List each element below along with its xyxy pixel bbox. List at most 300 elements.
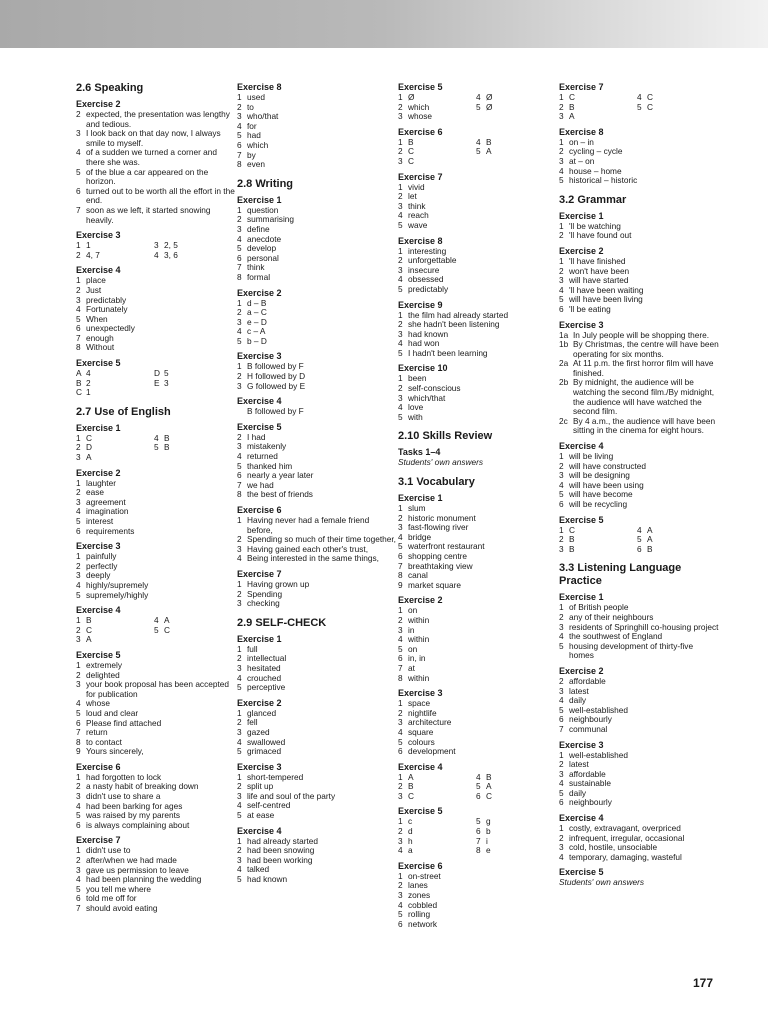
answer-number: 6	[237, 470, 242, 481]
answer-number: 1	[237, 707, 242, 718]
answer-line	[559, 359, 719, 378]
exercise-block	[559, 666, 719, 735]
answer-grid	[76, 434, 236, 463]
answer-text: residents of Springhill co-housing project	[569, 621, 719, 632]
answer-cell	[398, 792, 476, 802]
answer-text: loud and clear	[86, 707, 139, 718]
answer-number: 2	[559, 534, 564, 545]
answer-text: historic monument	[408, 512, 476, 523]
answer-cell	[559, 112, 637, 122]
answer-column-2	[237, 82, 397, 890]
answer-number: 4	[76, 579, 81, 590]
answer-text: think	[408, 200, 426, 211]
answer-number: 5	[476, 146, 481, 157]
exercise-title: Tasks 1–4	[398, 447, 441, 458]
answer-number: 2	[237, 845, 242, 856]
answer-text: waterfront restaurant	[408, 541, 485, 552]
answer-text: will have constructed	[569, 460, 647, 471]
page-number: 177	[693, 976, 714, 990]
answer-text: Having never had a female friend before,	[247, 515, 370, 535]
answer-line	[559, 500, 719, 510]
answer-number: 4	[637, 524, 642, 535]
answer-number: 7	[237, 479, 242, 490]
answer-text: the best of friends	[247, 489, 313, 500]
answer-number: 1	[76, 845, 81, 856]
answer-text: Without	[86, 342, 115, 353]
answer-text: summarising	[247, 214, 295, 225]
answer-text: e	[486, 845, 491, 856]
answer-cell	[398, 157, 476, 167]
answer-number: 7	[76, 903, 81, 913]
answer-number: 2c	[559, 415, 568, 426]
answer-number: 3	[559, 543, 564, 554]
answer-number: 6	[559, 797, 564, 808]
answer-number: 6	[398, 653, 403, 664]
answer-text: A	[86, 634, 92, 645]
answer-number: 1	[237, 771, 242, 782]
answer-text: on – in	[569, 136, 594, 147]
answer-cell	[476, 147, 546, 157]
answer-text: returned	[247, 451, 278, 462]
answer-number: 6	[476, 790, 481, 801]
answer-number: 5	[476, 816, 481, 827]
answer-text: any of their neighbours	[569, 611, 654, 622]
exercise-title: Exercise 2	[76, 467, 121, 478]
answer-number: 8	[237, 159, 242, 170]
answer-grid	[76, 369, 236, 398]
answer-number: 5	[237, 682, 242, 693]
answer-number: 3	[559, 275, 564, 286]
answer-number: 5	[637, 534, 642, 545]
answer-number: 5	[237, 130, 242, 141]
answer-number: 2	[398, 319, 403, 330]
answer-line	[398, 349, 558, 359]
answer-text: temporary, damaging, wasteful	[569, 851, 682, 862]
answer-text: question	[247, 204, 279, 215]
answer-grid	[398, 138, 558, 167]
answer-text: Spending so much of their time together,	[247, 534, 396, 545]
answer-text: well-established	[569, 704, 629, 715]
answer-number: 2	[559, 460, 564, 471]
answer-text: define	[247, 223, 270, 234]
exercise-block	[398, 127, 558, 167]
answer-text: nightlife	[408, 707, 437, 718]
exercise-block	[76, 541, 236, 600]
exercise-title: Exercise 6	[398, 126, 443, 137]
answer-number: 5	[398, 909, 403, 920]
exercise-title: Exercise 7	[76, 835, 121, 846]
answer-number: 5	[559, 489, 564, 500]
answer-number: 4	[154, 432, 159, 443]
answer-number: 1	[398, 771, 403, 782]
answer-text: rolling	[408, 909, 431, 920]
answer-number: 6	[76, 323, 81, 334]
exercise-title: Exercise 10	[398, 363, 448, 374]
answer-number: 4	[559, 695, 564, 706]
answer-text: reach	[408, 210, 429, 221]
exercise-block	[237, 569, 397, 609]
answer-number: 1	[559, 823, 564, 834]
answer-text: within	[408, 634, 430, 645]
answer-list	[76, 661, 236, 757]
answer-number: 4	[237, 326, 242, 337]
answer-number: 3	[398, 155, 403, 166]
answer-text: been	[408, 373, 427, 384]
answer-number: 2b	[559, 377, 569, 388]
answer-text: B	[164, 432, 170, 443]
answer-text: delighted	[86, 669, 120, 680]
answer-number: 4	[76, 874, 81, 885]
answer-number: 2	[559, 101, 564, 112]
answer-number: 2	[237, 431, 242, 442]
answer-text: latest	[569, 685, 589, 696]
answer-line	[559, 378, 719, 416]
answer-line	[398, 183, 558, 193]
answer-number	[237, 407, 247, 417]
answer-list	[398, 699, 558, 757]
answer-text: 3	[164, 377, 169, 388]
answer-number: 3	[237, 854, 242, 865]
answer-number: 3	[398, 111, 403, 122]
answer-number: 4	[237, 120, 242, 131]
answer-number: 4	[398, 899, 403, 910]
answer-text: 'll be watching	[569, 220, 621, 231]
answer-number: 5	[76, 883, 81, 894]
exercise-title: Exercise 7	[398, 171, 443, 182]
answer-text: 'll have found out	[569, 230, 632, 241]
answer-number: C	[76, 387, 82, 398]
answer-grid	[559, 526, 719, 555]
answer-number: 6	[559, 303, 564, 314]
answer-number: 3	[76, 496, 81, 507]
answer-text: she hadn't been listening	[408, 319, 500, 330]
exercise-title: Exercise 5	[76, 358, 121, 369]
answer-number: 2	[237, 653, 242, 664]
answer-text: C	[408, 790, 414, 801]
answer-number: 6	[476, 826, 481, 837]
answer-list	[237, 580, 397, 609]
answer-text: interesting	[408, 245, 447, 256]
answer-text: the film had already started	[408, 309, 509, 320]
answer-text: vivid	[408, 181, 425, 192]
answer-text: who/that	[247, 111, 279, 122]
answer-number: 2	[237, 307, 242, 318]
answer-text: swallowed	[247, 736, 286, 747]
answer-cell	[76, 388, 154, 398]
exercise-block	[398, 595, 558, 683]
answer-text: B	[486, 136, 492, 147]
answer-number: 6	[637, 543, 642, 554]
answer-number: 2	[237, 101, 242, 112]
answer-text: will have been living	[569, 294, 643, 305]
answer-text: B	[569, 101, 575, 112]
answer-list	[237, 516, 397, 564]
answer-list	[76, 276, 236, 353]
answer-number: 5	[559, 787, 564, 798]
answer-text: Having grown up	[247, 578, 310, 589]
answer-number: 3	[398, 835, 403, 846]
answer-text: A	[569, 111, 575, 122]
answer-text: on-street	[408, 870, 441, 881]
answer-text: in, in	[408, 653, 426, 664]
answer-number: 5	[398, 283, 403, 294]
exercise-title: Exercise 5	[398, 806, 443, 817]
answer-text: B followed by F	[247, 361, 304, 372]
answer-list	[559, 331, 719, 437]
answer-text: talked	[247, 864, 270, 875]
answer-line	[76, 821, 236, 831]
exercise-note: Students' own answers	[398, 457, 484, 468]
answer-number: 4	[76, 506, 81, 517]
answer-number: 4	[398, 402, 403, 413]
exercise-block	[559, 740, 719, 809]
answer-text: won't have been	[569, 265, 630, 276]
exercise-title: Exercise 4	[559, 441, 604, 452]
answer-number: 4	[237, 736, 242, 747]
answer-number: 2	[76, 624, 81, 635]
answer-number: 1	[559, 255, 564, 266]
answer-number: 3	[559, 470, 564, 481]
answer-number: A	[76, 368, 82, 379]
answer-text: g	[486, 816, 491, 827]
answer-number: 2	[398, 512, 403, 523]
answer-line	[76, 206, 236, 225]
answer-number: 3	[237, 316, 242, 327]
answer-text: checking	[247, 598, 280, 609]
answer-number: 2	[398, 880, 403, 891]
answer-text: B	[569, 543, 575, 554]
answer-number: 3	[237, 441, 242, 452]
answer-number: 5	[76, 810, 81, 821]
answer-number: 3	[76, 570, 81, 581]
answer-line	[76, 187, 236, 206]
answer-line	[237, 490, 397, 500]
answer-line	[398, 285, 558, 295]
answer-text: had been barking for ages	[86, 800, 183, 811]
answer-number: 5	[237, 243, 242, 254]
answer-text: Ø	[486, 92, 493, 102]
answer-list	[559, 257, 719, 315]
exercise-block	[237, 505, 397, 564]
answer-text: at ease	[247, 810, 275, 821]
exercise-block	[559, 515, 719, 555]
exercise-block	[398, 236, 558, 295]
answer-number: B	[76, 377, 82, 388]
answer-text: 1	[86, 240, 91, 251]
answer-line	[237, 683, 397, 693]
answer-number: 2	[398, 146, 403, 157]
answer-text: extremely	[86, 659, 122, 670]
answer-text: should avoid eating	[86, 903, 158, 913]
answer-text: agreement	[86, 496, 126, 507]
answer-text: predictably	[408, 283, 449, 294]
answer-text: B	[86, 615, 92, 626]
answer-text: return	[86, 727, 108, 738]
answer-number: 4	[398, 210, 403, 221]
answer-number: 4	[559, 284, 564, 295]
answer-text: let	[408, 191, 417, 202]
answer-number: 3	[559, 842, 564, 853]
answer-number: 4	[398, 531, 403, 542]
answer-number: 5	[76, 516, 81, 526]
answer-text: B	[408, 781, 414, 792]
answer-text: had	[247, 130, 261, 141]
answer-text: C	[647, 101, 653, 112]
answer-line	[559, 340, 719, 359]
answer-text: painfully	[86, 551, 117, 562]
answer-number: 3	[398, 264, 403, 275]
answer-text: square	[408, 726, 434, 737]
answer-text: had won	[408, 338, 440, 349]
answer-number: 2	[398, 614, 403, 625]
answer-text: predictably	[86, 294, 127, 305]
answer-line	[398, 581, 558, 591]
answer-number: 7	[76, 204, 81, 215]
answer-number: 5	[476, 101, 481, 112]
exercise-block	[559, 211, 719, 241]
answer-number: 1	[398, 605, 403, 616]
exercise-title: Exercise 2	[398, 595, 443, 606]
answer-text: unforgettable	[408, 255, 457, 266]
exercise-block	[237, 422, 397, 500]
section-title: 2.7 Use of English	[76, 405, 171, 418]
answer-text: whose	[86, 698, 110, 709]
answer-text: thanked him	[247, 460, 293, 471]
answer-text: c	[408, 816, 413, 827]
exercise-block	[237, 396, 397, 417]
answer-cell	[154, 379, 224, 389]
answer-number: 1	[76, 615, 81, 626]
answer-text: of a sudden we turned a corner and there she was.	[86, 147, 217, 167]
answer-cell	[398, 846, 476, 856]
answer-number: 1	[398, 373, 403, 384]
answer-list	[237, 299, 397, 347]
answer-text: whose	[408, 111, 432, 122]
answer-number: 3	[237, 223, 242, 234]
answer-number: 3	[237, 598, 242, 609]
answer-number: 5	[237, 335, 242, 346]
answer-line	[398, 654, 558, 664]
answer-text: fast-flowing river	[408, 522, 469, 533]
answer-line	[237, 747, 397, 757]
answer-grid	[398, 773, 558, 802]
answer-text: zones	[408, 890, 431, 901]
answer-text: daily	[569, 695, 587, 706]
answer-text: at	[408, 662, 415, 673]
answer-list	[76, 552, 236, 600]
answer-text: Ø	[408, 92, 415, 102]
answer-number: 6	[237, 139, 242, 150]
answer-list	[398, 183, 558, 231]
answer-text: within	[408, 672, 430, 683]
answer-number: 1	[559, 451, 564, 462]
answer-text: which/that	[408, 392, 446, 403]
answer-number: 5	[559, 175, 564, 186]
answer-list	[559, 677, 719, 735]
answer-number: 1	[237, 297, 242, 308]
answer-number: 4	[76, 147, 81, 158]
answer-number: 1	[76, 551, 81, 562]
answer-text: slum	[408, 503, 426, 514]
answer-text: had been working	[247, 854, 313, 865]
answer-number: 3	[76, 294, 81, 305]
answer-line	[237, 407, 397, 417]
exercise-title: Exercise 4	[76, 605, 121, 616]
answer-text: canal	[408, 570, 428, 581]
answer-text: H followed by D	[247, 371, 306, 382]
exercise-block	[237, 826, 397, 885]
answer-number: 9	[398, 579, 403, 590]
answer-text: love	[408, 402, 424, 413]
answer-line	[237, 337, 397, 347]
answer-text: c – A	[247, 326, 266, 337]
answer-text: 'll be eating	[569, 303, 611, 314]
answer-text: think	[247, 262, 265, 273]
answer-text: had known	[247, 874, 288, 885]
answer-text: on	[408, 605, 418, 616]
section-title: 2.6 Speaking	[76, 82, 144, 94]
answer-text: C	[86, 624, 92, 635]
answer-text: had already started	[247, 835, 319, 846]
answer-number: 5	[398, 541, 403, 552]
answer-number: 1	[398, 92, 403, 102]
answer-number: 8	[76, 342, 81, 353]
answer-number: 2	[76, 109, 81, 119]
answer-text: had forgotten to lock	[86, 771, 162, 782]
answer-number: 4	[398, 845, 403, 856]
answer-number: 9	[76, 746, 81, 757]
answer-text: cycling – cycle	[569, 146, 623, 157]
answer-text: by	[247, 149, 256, 160]
answer-text: on	[408, 643, 418, 654]
answer-number: 4	[76, 800, 81, 811]
answer-number: 3	[559, 111, 564, 122]
answer-number: 1	[559, 602, 564, 613]
answer-number: 4	[398, 274, 403, 285]
answer-text: wave	[408, 219, 428, 230]
answer-cell	[76, 635, 154, 645]
answer-number: 3	[559, 685, 564, 696]
answer-text: d – B	[247, 297, 267, 308]
section-title: 3.3 Listening Language Practice	[559, 562, 682, 588]
top-gradient-bar	[0, 0, 768, 48]
answer-text: enough	[86, 332, 114, 343]
answer-number: 4	[237, 864, 242, 875]
answer-line	[76, 148, 236, 167]
answer-text: A	[86, 452, 92, 463]
answer-text: develop	[247, 243, 277, 254]
answer-number: 4	[559, 165, 564, 176]
answer-number: 4	[237, 800, 242, 811]
answer-text: highly/supremely	[86, 579, 149, 590]
exercise-title: Exercise 4	[559, 813, 604, 824]
exercise-block	[559, 867, 719, 888]
exercise-title: Exercise 5	[559, 867, 604, 878]
answer-text: Being interested in the same things,	[247, 553, 379, 564]
answer-text: Just	[86, 284, 102, 295]
exercise-block	[76, 358, 236, 398]
answer-text: perceptive	[247, 682, 286, 693]
answer-line	[559, 231, 719, 241]
section-title: 2.9 SELF-CHECK	[237, 616, 327, 629]
answer-number: 3	[398, 328, 403, 339]
answer-line	[76, 343, 236, 353]
answer-line	[237, 112, 397, 122]
answer-text: 5	[164, 368, 169, 379]
answer-line	[76, 110, 236, 129]
exercise-block	[398, 688, 558, 757]
section-title: 2.10 Skills Review	[398, 430, 493, 443]
